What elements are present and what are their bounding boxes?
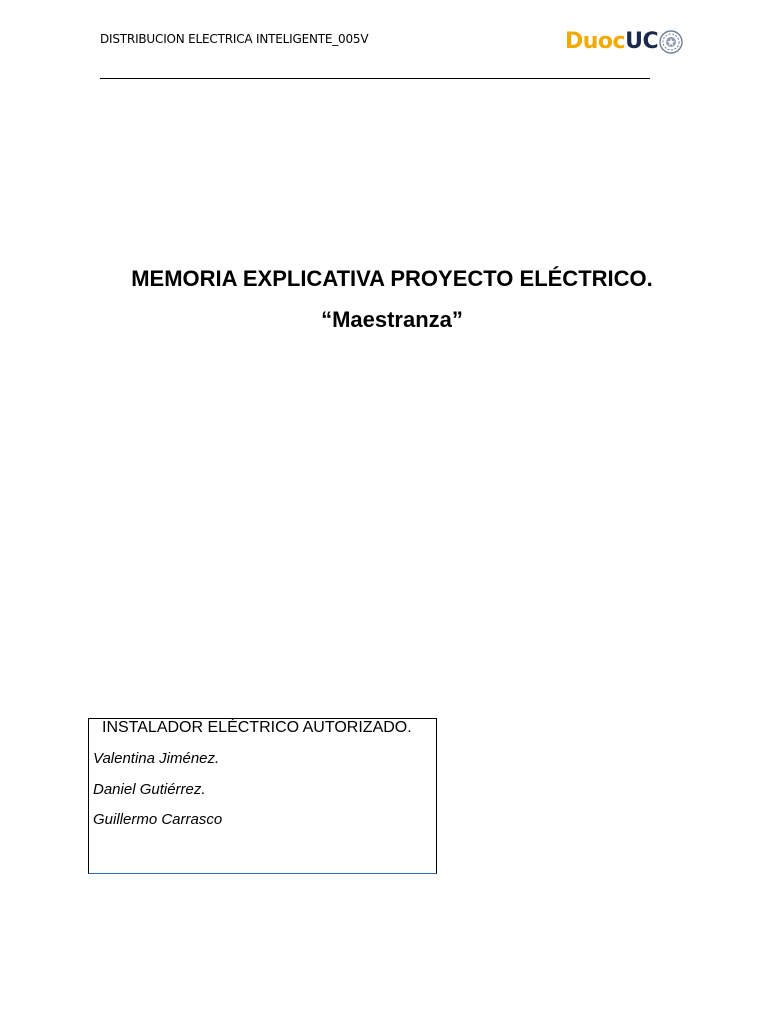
installer-heading: INSTALADOR ELÉCTRICO AUTORIZADO. <box>102 719 412 736</box>
logo-uc-text: UC <box>625 29 659 54</box>
document-subtitle: “Maestranza” <box>321 307 463 332</box>
header-divider <box>100 78 650 79</box>
document-header-title: DISTRIBUCION ELECTRICA INTELIGENTE_005V <box>100 32 369 46</box>
installer-name: Daniel Gutiérrez. <box>93 781 206 798</box>
logo-duoc-text: Duoc <box>565 29 626 54</box>
installer-name: Valentina Jiménez. <box>93 750 220 767</box>
duoc-uc-logo <box>565 27 683 57</box>
university-seal-icon <box>659 30 683 54</box>
installer-name: Guillermo Carrasco <box>93 811 223 828</box>
document-title: MEMORIA EXPLICATIVA PROYECTO ELÉCTRICO. <box>131 266 653 291</box>
installer-box <box>88 718 437 874</box>
